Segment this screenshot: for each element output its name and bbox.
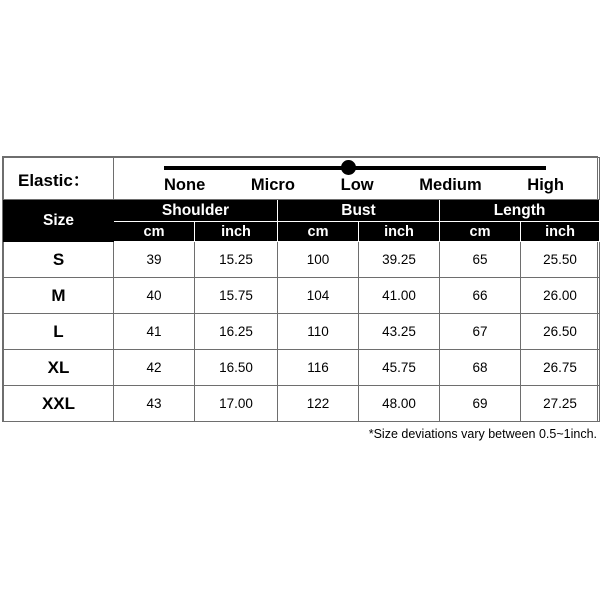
shoulder-header: Shoulder bbox=[114, 200, 278, 222]
bust-inch-cell: 39.25 bbox=[359, 242, 440, 278]
elastic-label: Elastic： bbox=[4, 158, 114, 200]
table-row bbox=[4, 314, 600, 350]
shoulder-cm-cell: 41 bbox=[114, 314, 195, 350]
size-cell: L bbox=[4, 314, 114, 350]
elastic-level-none: None bbox=[164, 176, 206, 194]
length-cm-cell: 67 bbox=[440, 314, 521, 350]
length-cm-cell: 66 bbox=[440, 278, 521, 314]
table-row bbox=[4, 278, 600, 314]
length-inch-cell: 25.50 bbox=[521, 242, 600, 278]
group-header-row bbox=[4, 200, 600, 222]
elastic-indicator-dot bbox=[341, 160, 356, 175]
size-cell: S bbox=[4, 242, 114, 278]
elastic-level-medium: Medium bbox=[419, 176, 482, 194]
size-cell: XL bbox=[4, 350, 114, 386]
length-cm-cell: 65 bbox=[440, 242, 521, 278]
length-cm-header: cm bbox=[440, 222, 521, 242]
shoulder-inch-cell: 16.25 bbox=[195, 314, 278, 350]
size-deviation-note: *Size deviations vary between 0.5~1inch. bbox=[368, 427, 597, 441]
shoulder-inch-header: inch bbox=[195, 222, 278, 242]
shoulder-cm-cell: 42 bbox=[114, 350, 195, 386]
length-inch-header: inch bbox=[521, 222, 600, 242]
bust-inch-cell: 45.75 bbox=[359, 350, 440, 386]
bust-cm-cell: 122 bbox=[278, 386, 359, 422]
elastic-row bbox=[4, 158, 600, 200]
size-cell: M bbox=[4, 278, 114, 314]
elastic-scale-labels bbox=[164, 176, 564, 195]
elastic-scale bbox=[114, 158, 600, 200]
bust-cm-cell: 116 bbox=[278, 350, 359, 386]
length-cm-cell: 68 bbox=[440, 350, 521, 386]
size-table bbox=[3, 157, 600, 422]
shoulder-cm-cell: 43 bbox=[114, 386, 195, 422]
bust-cm-cell: 104 bbox=[278, 278, 359, 314]
shoulder-cm-header: cm bbox=[114, 222, 195, 242]
size-header: Size bbox=[4, 200, 114, 242]
shoulder-cm-cell: 40 bbox=[114, 278, 195, 314]
bust-header: Bust bbox=[278, 200, 440, 222]
elastic-level-micro: Micro bbox=[250, 176, 295, 194]
length-header: Length bbox=[440, 200, 600, 222]
length-inch-cell: 26.75 bbox=[521, 350, 600, 386]
shoulder-inch-cell: 16.50 bbox=[195, 350, 278, 386]
table-row bbox=[4, 242, 600, 278]
bust-cm-cell: 110 bbox=[278, 314, 359, 350]
bust-inch-cell: 48.00 bbox=[359, 386, 440, 422]
elastic-level-high: High bbox=[527, 176, 564, 194]
shoulder-cm-cell: 39 bbox=[114, 242, 195, 278]
length-inch-cell: 27.25 bbox=[521, 386, 600, 422]
shoulder-inch-cell: 15.25 bbox=[195, 242, 278, 278]
bust-inch-cell: 41.00 bbox=[359, 278, 440, 314]
elastic-level-low: Low bbox=[340, 176, 374, 194]
shoulder-inch-cell: 17.00 bbox=[195, 386, 278, 422]
bust-cm-header: cm bbox=[278, 222, 359, 242]
length-inch-cell: 26.50 bbox=[521, 314, 600, 350]
bust-inch-cell: 43.25 bbox=[359, 314, 440, 350]
size-cell: XXL bbox=[4, 386, 114, 422]
size-chart bbox=[2, 156, 598, 422]
table-row bbox=[4, 350, 600, 386]
length-inch-cell: 26.00 bbox=[521, 278, 600, 314]
table-row bbox=[4, 386, 600, 422]
bust-inch-header: inch bbox=[359, 222, 440, 242]
length-cm-cell: 69 bbox=[440, 386, 521, 422]
shoulder-inch-cell: 15.75 bbox=[195, 278, 278, 314]
bust-cm-cell: 100 bbox=[278, 242, 359, 278]
